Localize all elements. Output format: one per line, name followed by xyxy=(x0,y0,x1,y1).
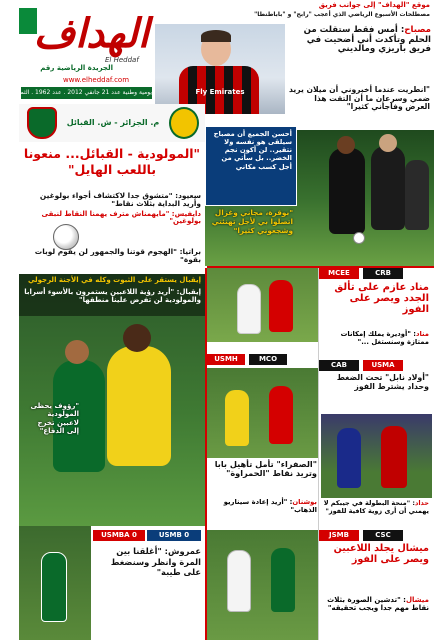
main-quote-box xyxy=(205,126,297,206)
issue-line: يومية وطنية عدد 21 جانفي 2012 . عدد 1962 . الثمن 20دج xyxy=(21,87,152,99)
usmb-usmba-headline[interactable]: عمروش: "أغلقنا بين المرة وانظر وسنضغط على طيبة" xyxy=(110,546,201,578)
player-blue xyxy=(337,428,361,488)
player-red-2 xyxy=(269,386,293,444)
divider-vertical xyxy=(205,268,207,640)
main-quote: أحسن الجميع أن مصباح سيلقى هو نفسه ولا نتقير.. لن أكون نجم الخضر.. بل سأتي من أجل كسب مكاني xyxy=(213,130,292,171)
player-green-3 xyxy=(271,548,295,612)
usmb-score: 0 xyxy=(184,531,190,539)
player-red-3 xyxy=(381,426,407,488)
team-tag-usmb[interactable] xyxy=(147,530,201,541)
usmb-usmba-block xyxy=(19,526,205,640)
usmb-usmba-photo xyxy=(19,526,91,640)
banner-line-2: مصطلحات الأسبوع الرياضي الذي أعجب "رابح" و "باباطنطا" xyxy=(254,11,430,18)
mcee-crb-block xyxy=(319,268,434,360)
usmh-mco-kicker: بوشنان xyxy=(292,498,317,506)
cab-usma-quote-wrap: حداد: "منحة البطولة في جيبكم لا يهمني أن أرى زوية كافية للفوز" xyxy=(323,499,429,515)
logo-text[interactable]: الهداف xyxy=(33,10,149,57)
braitia-block xyxy=(19,246,205,274)
mcee-crb-quote-wrap: مناد: "أوديرة يملك إمكانات ممتازة وسنستغل ..." xyxy=(340,330,429,347)
jsmb-csc-block xyxy=(319,530,434,640)
main-line-1[interactable]: سعيود: "متشوق جدا لاكتشاف أجواء بولوغين وأريد البداية بثلاث نقاط" xyxy=(39,191,201,209)
jsmb-csc-quote-wrap: ميشال: "تدشين الصورة بثلاث نقاط مهم جدا ويجب تحقيقه" xyxy=(327,596,429,613)
player-hair xyxy=(201,30,231,42)
cab-usma-quote: "منحة البطولة في جيبكم لا يهمني أن أرى زوية كافية للفوز" xyxy=(323,499,429,515)
team-tag-cab[interactable]: CAB xyxy=(319,360,359,371)
top-banner xyxy=(155,0,434,22)
section-label: م. الجزائر - ش. القبائل xyxy=(66,118,160,127)
top-story-kicker: مصباح xyxy=(404,25,431,35)
team-tag-usma[interactable]: USMA xyxy=(363,360,403,371)
top-story-headline[interactable]: أمس فقط ستقلت من الحلم وتأكدت أني أضحيت في فريق باريزي ومالديني xyxy=(303,25,431,55)
braitia-photo xyxy=(19,274,205,526)
jsmb-csc-headline[interactable]: ميشال يجلد اللاعبين ويصر على الفوز xyxy=(333,543,429,565)
top-story-text: مصباح: أمس فقط ستقلت من الحلم وتأكدت أني أضحيت في فريق باريزي ومالديني xyxy=(303,25,431,55)
jsmb-csc-quote: "تدشين الصورة بثلاث نقاط مهم جدا ويجب تحقيقه" xyxy=(327,596,429,613)
main-headline[interactable]: "المولودية - القبائل... منعونا باللعب الهايل" xyxy=(23,146,201,177)
logo-latin: El Heddaf xyxy=(105,56,139,64)
team-tag-jsmb[interactable]: JSMB xyxy=(319,530,359,541)
jsmb-csc-photo xyxy=(207,530,319,640)
usmh-mco-photo xyxy=(207,368,319,458)
player-white xyxy=(237,284,261,334)
braitia-headline[interactable]: براتيا: "الهجوم قوتنا والجمهور لن يقوم لوبات بقوة" xyxy=(34,247,201,265)
masthead xyxy=(0,0,154,102)
usmba-name: USMBA xyxy=(101,531,130,539)
main-line-2[interactable]: دايفيس: "مايهمناش مترف يهمنا النقاط لنبقى بولوغين" xyxy=(41,209,201,226)
main-pullquote: "بوقرة، مجاني وغزال اتصلوا بي لأجل تهنئتي وشجعوني كثيرا" xyxy=(211,208,293,235)
team-tag-mco[interactable]: MCO xyxy=(249,354,287,365)
usmh-mco-quote-wrap: بوشنان: "أريد إعادة سيناريو الذهاب" xyxy=(223,498,317,515)
jsmb-csc-kicker: ميشال xyxy=(405,596,429,604)
usmh-mco-quote: "أريد إعادة سيناريو الذهاب" xyxy=(223,498,317,515)
divider-vertical-2 xyxy=(318,268,319,640)
usmh-mco-block xyxy=(207,354,319,526)
cab-usma-kicker: حداد xyxy=(414,499,429,507)
main-headline-box xyxy=(19,142,205,190)
player-1-head xyxy=(337,136,355,154)
player-yellow-2 xyxy=(225,390,249,446)
usmba-score: 0 xyxy=(132,531,137,539)
usmh-mco-headline[interactable]: "الصفراء" تأمل تأهيل بابا وتريد نقاط "الحمراوة" xyxy=(214,459,317,479)
banner-line-1: موقع "الهداف" إلى جوانب فريق xyxy=(318,1,430,9)
mcee-crb-quote: "أوديرة يملك إمكانات ممتازة وسنستغل ..." xyxy=(340,330,429,347)
club-crest-left xyxy=(27,107,57,139)
player-yellow-head xyxy=(123,324,151,352)
cab-usma-photo xyxy=(321,414,432,498)
mcee-crb-kicker: مناد xyxy=(415,330,429,338)
mcee-crb-headline[interactable]: مناد عازم على تألق الجدد ويصر على الفوز xyxy=(334,282,429,316)
player-3 xyxy=(405,160,429,230)
jersey-sponsor: Fly Emirates xyxy=(195,88,245,96)
team-tag-crb[interactable]: CRB xyxy=(363,268,403,279)
player-green-head xyxy=(65,340,89,364)
player-2-head xyxy=(379,134,397,152)
divider-horizontal xyxy=(207,266,434,268)
mcee-crb-photo xyxy=(207,268,319,342)
braitia-kicker: إيقبال يستقر على الثبوت وكله في الأجنة الرجولي xyxy=(27,276,201,284)
club-crest-right xyxy=(169,107,199,139)
cab-usma-block xyxy=(319,360,434,530)
player-white-2 xyxy=(227,550,251,612)
cab-usma-headline[interactable]: "أولاد نابل" تحت الضغط وحداد يشترط الفوز xyxy=(336,373,429,391)
team-tag-usmh[interactable]: USMH xyxy=(207,354,245,365)
website[interactable]: www.elheddaf.com xyxy=(62,76,130,84)
braitia-line: إيقبال: "أريد رؤية اللاعبين يستمرون بالأسوء أسرابا والمولودية لن تفرض علينا منطقها" xyxy=(24,288,201,305)
team-tag-csc[interactable]: CSC xyxy=(363,530,403,541)
team-tag-mcee[interactable]: MCEE xyxy=(319,268,359,279)
top-story-quote-text: "انطريت عندما أخبروني أن ميلان يريد ضمي وسرعان ما أن التقت هذا العرض وفاجأني كثيرا" xyxy=(289,85,430,111)
ball xyxy=(353,232,365,244)
team-tag-usmba[interactable] xyxy=(93,530,145,541)
main-lines xyxy=(19,190,205,236)
player-1 xyxy=(329,148,365,234)
player-red xyxy=(269,280,293,332)
player-green-2 xyxy=(41,552,67,622)
usmb-name: USMB xyxy=(158,531,182,539)
player-yellow xyxy=(107,346,171,466)
masthead-subtitle: الجريدة الرياضية رقم xyxy=(40,64,113,72)
player-2 xyxy=(371,146,405,230)
main-pullquote-box xyxy=(205,206,297,260)
section-bar xyxy=(19,104,205,142)
side-note: "رؤوف يحظى المولودية لاعبين تخرج إلى الدفاع" xyxy=(30,402,79,436)
